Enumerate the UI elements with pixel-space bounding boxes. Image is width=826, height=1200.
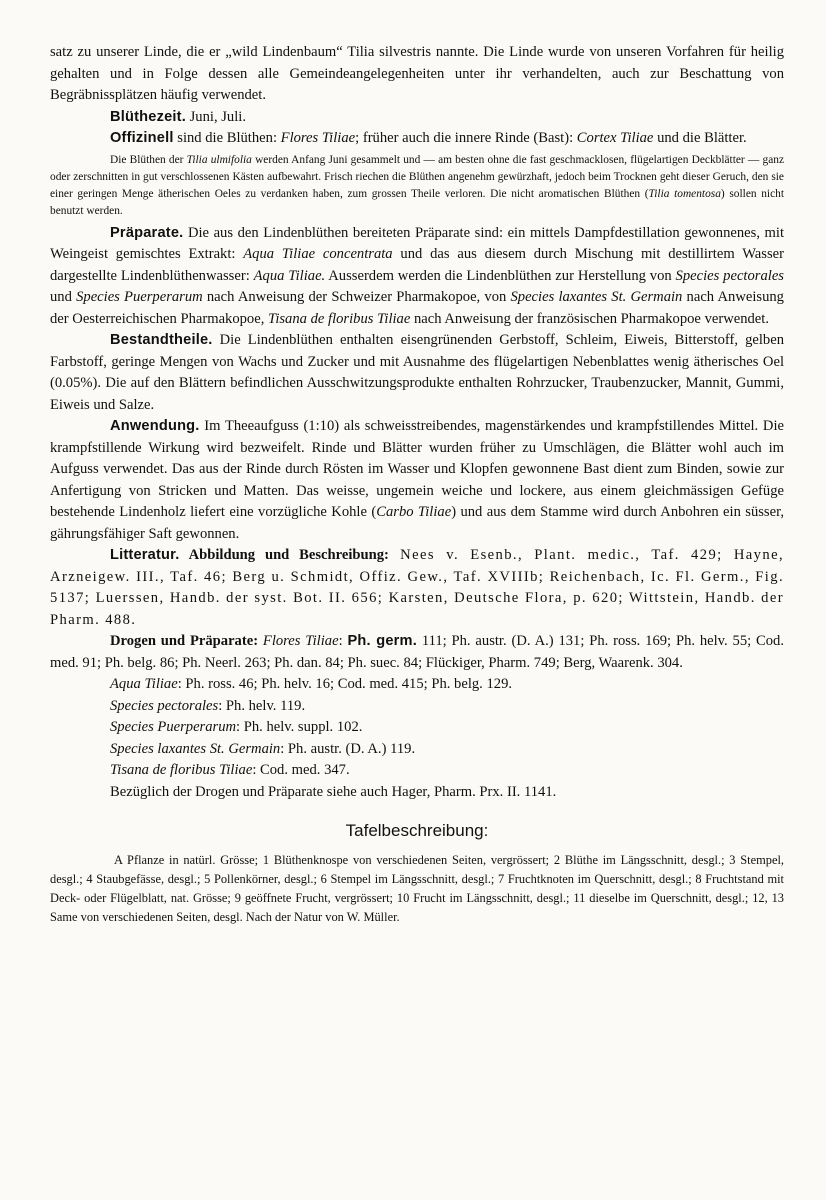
offizinell-italic: Flores Tiliae	[280, 130, 356, 146]
anwendung-italic: Carbo Tiliae	[376, 504, 452, 520]
praeparate-text: Ausserdem werden die Lindenblüthen zur Herstellung von	[325, 267, 676, 284]
list-item-name: Species laxantes St. Germain	[110, 740, 281, 757]
list-item-refs: : Ph. helv. 119.	[218, 697, 306, 714]
note-italic: Tilia tomentosa	[648, 187, 721, 200]
list-item-refs: : Cod. med. 347.	[252, 762, 350, 778]
anwendung-text: ) und aus dem Stamme wird durch Anbohren ein süsser, gährungsfähiger Saft gewonnen.	[50, 504, 785, 542]
praeparate-italic: Tisana de floribus Tiliae	[268, 310, 411, 327]
litteratur-text: Nees v. Esenb., Plant. medic., Taf. 429; Hayne, Arzneigew. III., Taf. 46; Berg u. Schmidt, Offiz. Gew., Taf. XVIIIb; Reichenbach, Ic. Fl. Germ., Fig. 5137; Luerssen, Handb. der syst. Bot. II. 656; Karsten, Deutsche Flora, p. 620; Wittstein, Handb. der Pharm. 488.	[50, 547, 784, 628]
drogen-text: 111; Ph. austr. (D. A.) 131; Ph. ross. 169; Ph. helv. 55; Cod. med. 91; Ph. belg. 86; Ph. Neerl. 263; Ph. dan. 84; Ph. suec. 84; Flückiger, Pharm. 749; Berg, Waarenk. 304.	[50, 633, 784, 671]
offizinell-text: sind die Blüthen:	[173, 130, 281, 146]
tafel-description: A Pflanze in natürl. Grösse; 1 Blüthenknospe von verschiedenen Seiten, vergrössert; 2 Blüthe im Längsschnitt, desgl.; 3 Stempel, desgl.; 4 Staubgefässe, desgl.; 5 Pollenkörner, desgl.; 6 Stempel im Längsschnitt, desgl.; 7 Fruchtknoten im Querschnitt, desgl.; 8 Fruchtstand mit Deck- oder Flügelblatt, nat. Grösse; 9 geöffnete Frucht, vergrössert; 10 Frucht im Längsschnitt, desgl.; 11 dieselbe im Querschnitt, desgl.; 12, 13 Same von verschiedenen Seiten, desgl. Nach der Natur von W. Müller.	[50, 853, 784, 924]
litteratur-paragraph	[50, 545, 784, 631]
praeparate-italic: Species Puerperarum	[76, 289, 203, 305]
litteratur-subheading: Abbildung und Beschreibung:	[179, 547, 389, 563]
praeparate-heading: Präparate.	[110, 224, 184, 241]
praeparate-text: nach Anweisung der Schweizer Pharmakopoe, von	[202, 289, 511, 305]
praeparate-italic: Aqua Tiliae concentrata	[243, 246, 393, 262]
anwendung-text: Im Theeaufguss (1:10) als schweisstreibendes, magenstärkendes und krampfstillendes Mittel. Die krampfstillende Wirkung wird bezweifelt. Rinde und Blätter wurden früher zu Umschlägen, die Blätter wohl auch im Aufguss verwendet. Das aus der Rinde durch Rösten im Wasser und Klopfen gewonnene Bast dient zum Binden, sowie zur Anfertigung von Stricken und Matten. Das weisse, ungemein weiche und lockere, aus einem gleichmässigen Gefüge bestehende Lindenholz liefert eine vorzügliche Kohle (	[50, 418, 784, 520]
list-item-name: Aqua Tiliae	[110, 676, 178, 692]
list-item-name: Species Puerperarum	[110, 719, 237, 735]
list-item-refs: : Ph. helv. suppl. 102.	[236, 719, 363, 735]
drogen-bold: Ph. germ.	[347, 633, 417, 649]
praeparate-text: nach Anweisung der Oesterreichischen Pharmakopoe,	[50, 289, 784, 327]
list-item-refs: Bezüglich der Drogen und Präparate siehe auch Hager, Pharm. Prx. II. 1141.	[110, 783, 557, 800]
list-item	[110, 739, 784, 761]
note-italic: Tilia ulmifolia	[186, 153, 252, 166]
offizinell-text: ; früher auch die innere Rinde (Bast):	[355, 130, 577, 146]
praeparate-italic: Aqua Tiliae.	[253, 267, 326, 284]
bestandtheile-text: Die Lindenblüthen enthalten eisengrünenden Gerbstoff, Schleim, Eiweis, Bitterstoff, gelben Farbstoff, geringe Mengen von Wachs und Zucker und mit Ausnahme des flügelartigen Nebenblattes wenig ätherisches Oel (0.05%). Die auf den Blättern befindlichen Ausschwitzungsprodukte enthalten Rohrzucker, Traubenzucker, Mannit, Gummi, Eiweis und Salze.	[50, 332, 784, 413]
bluethezeit-paragraph	[50, 107, 784, 129]
note-paragraph	[50, 152, 784, 220]
note-text: werden Anfang Juni gesammelt und — am besten ohne die fast geschmacklosen, flügelartigen Deckblätter — ganz oder zerschnitten in gut verschlossenen Kästen aufbewahrt. Frisch riechen die Blüthen angenehm gewürzhaft, jedoch beim Trocknen geht dieser Geruch, den sie einer geringen Menge ätherischen Oeles zu verdanken haben, zum grossen Theile verloren. Die nicht aromatischen Blüthen (	[50, 153, 784, 200]
offizinell-heading: Offizinell	[110, 130, 174, 146]
drogen-paragraph	[50, 631, 784, 674]
note-text: Die Blüthen der	[110, 153, 187, 166]
offizinell-text: und die Blätter.	[653, 130, 747, 146]
intro-paragraph: satz zu unserer Linde, die er „wild Lindenbaum“ Tilia silvestris nannte. Die Linde wurde von unseren Vorfahren für heilig gehalten und in Folge dessen alle Gemeindeangelegenheiten unter ihr verhandelten, auch zur Beschattung von Begräbnissplätzen häufig verwendet.	[50, 44, 784, 103]
drogen-text: :	[338, 633, 348, 649]
praeparate-text: nach Anweisung der französischen Pharmakopoe verwendet.	[410, 310, 769, 327]
bestandtheile-heading: Bestandtheile.	[110, 332, 213, 348]
praeparate-italic: Species pectorales	[675, 267, 784, 284]
praeparate-paragraph	[50, 223, 784, 331]
list-item	[110, 782, 784, 804]
preparations-list	[110, 674, 784, 803]
list-item	[110, 674, 784, 696]
list-item-refs: : Ph. austr. (D. A.) 119.	[280, 740, 416, 757]
list-item-refs: : Ph. ross. 46; Ph. helv. 16; Cod. med. 415; Ph. belg. 129.	[177, 676, 513, 692]
list-item	[110, 696, 784, 718]
bestandtheile-paragraph	[50, 330, 784, 416]
bluethezeit-text: Juni, Juli.	[185, 108, 246, 125]
list-item-name: Tisana de floribus Tiliae	[110, 762, 253, 778]
drogen-italic: Flores Tiliae	[258, 633, 339, 649]
list-item	[110, 760, 784, 782]
praeparate-text: und das aus diesem durch Mischung mit destillirtem Wasser dargestellte Lindenblüthenwasser:	[50, 246, 784, 284]
anwendung-paragraph	[50, 416, 784, 545]
offizinell-italic: Cortex Tiliae	[576, 130, 654, 146]
bluethezeit-heading: Blüthezeit.	[110, 108, 186, 125]
praeparate-text: und	[50, 289, 77, 305]
tafel-title: Tafelbeschreibung:	[345, 821, 489, 840]
list-item-name: Species pectorales	[110, 697, 219, 714]
drogen-heading: Drogen und Präparate:	[110, 633, 259, 649]
note-text: ) sollen nicht benutzt werden.	[50, 187, 784, 217]
anwendung-heading: Anwendung.	[110, 418, 200, 434]
praeparate-text: Die aus den Lindenblüthen bereiteten Präparate sind: ein mittels Dampfdestillation gewonnenes, mit Weingeist gemischtes Extrakt:	[50, 224, 784, 262]
praeparate-italic: Species laxantes St. Germain	[510, 289, 683, 305]
offizinell-paragraph	[50, 128, 784, 150]
list-item	[110, 717, 784, 739]
litteratur-heading: Litteratur.	[110, 547, 180, 563]
